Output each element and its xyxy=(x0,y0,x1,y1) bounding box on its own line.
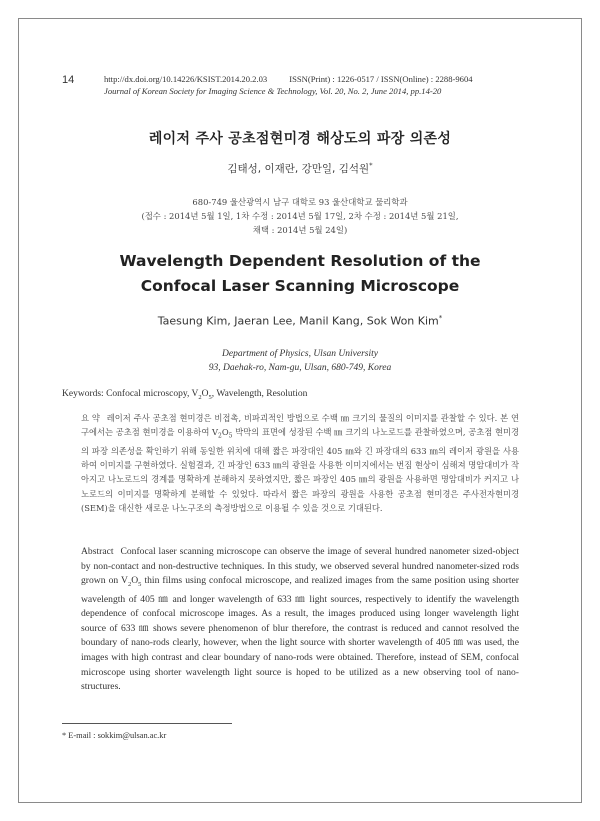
footnote-email[interactable]: E-mail : sokkim@ulsan.ac.kr xyxy=(68,731,167,740)
korean-affiliation: 680-749 울산광역시 남구 대학로 93 울산대학교 물리학과 xyxy=(192,197,408,207)
corresponding-mark: * xyxy=(369,161,373,170)
english-affiliation-line1: Department of Physics, Ulsan University xyxy=(222,349,378,359)
english-title-line1: Wavelength Dependent Resolution of the xyxy=(119,252,481,270)
korean-abstract-text: 레이저 주사 공초점 현미경은 비접촉, 비파괴적인 방법으로 수백 ㎚ 크기의 물질의 이미지를 관찰할 수 있다. 본 연구에서는 공초점 현미경을 이용하여 $V_2O_5$ 박막의 표면에 성장된 수백 ㎚ 크기의 나노로드를 관찰하였으며, 공초점 현미경의 파장 의존성을 확인하기 위해 동일한 위치에 대해 짧은 파장대인 405 ㎚와 긴 파장대의 633 ㎚의 레이저 광원을 사용하여 이미지를 구현하였다. 실험결과, 긴 파장인 633 ㎚의 광원을 사용한 이미지에서는 번짐 현상이 심해져 명암대비가 작아지고 나노로드의 경계를 명확하게 분해하지 못하였지만, 짧은 파장인 405 ㎚의 광원을 사용하면 명암대비가 커지고 나노로드의 이미지를 명확하게 분해할 수 있었다. 따라서 짧은 파장의 광원을 사용한 공초점 현미경은 주사전자현미경(SEM)을 대신한 새로운 나노구조의 측정방법으로 이용될 수 있을 것으로 기대된다. xyxy=(81,413,520,513)
footnote-mark: * xyxy=(62,731,67,740)
korean-dates-line1: (접수 : 2014년 5월 1일, 1차 수정 : 2014년 5월 17일, 2차 수정 : 2014년 5월 21일, xyxy=(141,211,459,221)
corresponding-mark: * xyxy=(438,314,443,322)
english-title xyxy=(62,249,538,299)
english-title-line2: Confocal Laser Scanning Microscope xyxy=(140,277,460,295)
page-number: 14 xyxy=(62,74,75,86)
keywords-label: Keywords: xyxy=(62,389,104,399)
english-affiliation xyxy=(62,347,538,375)
issn-online: ISSN(Online) : 2288-9604 xyxy=(380,74,473,84)
korean-author-names: 김태성, 이재란, 강만일, 김석원 xyxy=(227,163,370,175)
english-affiliation-line2: 93, Daehak-ro, Nam-gu, Ulsan, 680-749, Korea xyxy=(208,363,392,373)
header-doi-line: http://dx.doi.org/10.14226/KSIST.2014.20.2.03 ISSN(Print) : 1226-0517 / ISSN(Online) : 2288-9604 xyxy=(104,74,473,84)
english-author-names: Taesung Kim, Jaeran Lee, Manil Kang, Sok Won Kim xyxy=(157,314,439,328)
doi-link[interactable]: http://dx.doi.org/10.14226/KSIST.2014.20.2.03 xyxy=(104,74,268,84)
korean-dates-line2: 채택 : 2014년 5월 24일) xyxy=(252,225,348,235)
english-abstract-label: Abstract xyxy=(81,546,114,557)
korean-abstract xyxy=(81,411,519,515)
footnote-divider xyxy=(62,723,232,724)
korean-affiliation-block xyxy=(62,195,538,237)
keywords xyxy=(62,389,307,401)
korean-title: 레이저 주사 공초점현미경 해상도의 파장 의존성 xyxy=(148,131,452,147)
korean-authors xyxy=(62,161,538,176)
english-abstract-text: Confocal laser scanning microscope can observe the image of several hundred nanometer sized-object by non-contact and non-destructive techniques. In this study, we observed several hundred nanometer-sized rods grown on $V_2O_5$ thin films using confocal microscope, and realized images from the same position using shorter wavelength of 405 ㎚ and longer wavelength of 633 ㎚ light sources, respectively to identify the wavelength dependence of confocal microscope images. As a result, the images produced using longer wavelength light source of 633 ㎚ shows severe phenomenon of blur therefore, the contrast is reduced and cannot resolved the boundary of nano-rods clearly, however, when the light source with shorter wavelength of 405 ㎚ was used, the images with high contrast and clear boundary of nano-rods were obtained. Therefore, instead of SEM, confocal microscope using shorter wavelength light source is hoped to be utilized as a new observing tool of nano-structures. xyxy=(81,546,519,693)
korean-abstract-label: 요 약 xyxy=(81,413,100,423)
english-abstract xyxy=(81,545,519,695)
keywords-text: Confocal microscopy, $V_2O_5$, Wavelength, Resolution xyxy=(106,389,308,401)
journal-line: Journal of Korean Society for Imaging Science & Technology, Vol. 20, No. 2, June 2014, pp.14-20 xyxy=(104,86,442,96)
english-authors xyxy=(62,314,538,328)
footnote xyxy=(62,731,166,740)
issn-print: ISSN(Print) : 1226-0517 xyxy=(289,74,375,84)
